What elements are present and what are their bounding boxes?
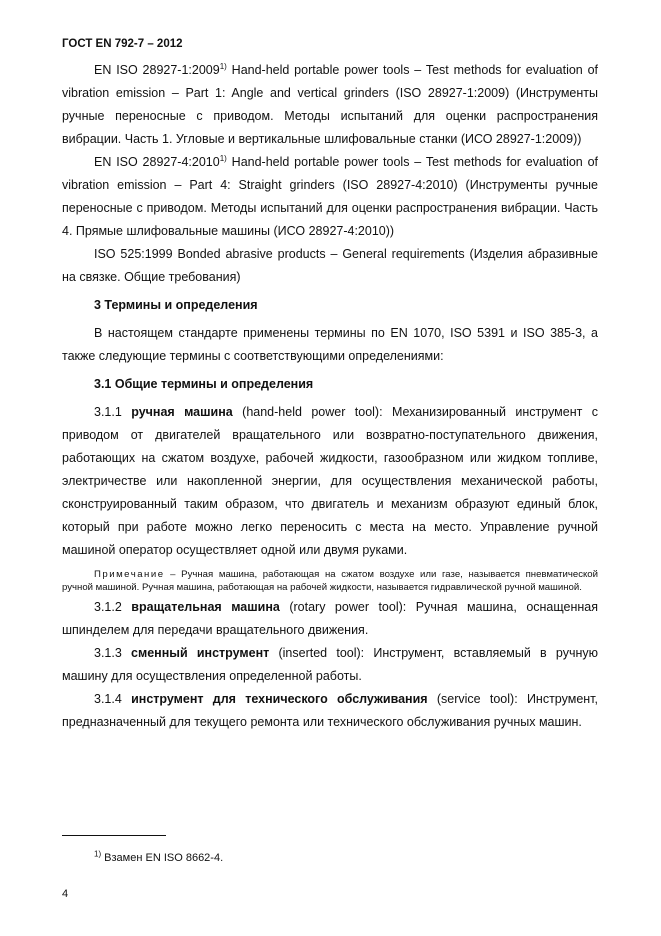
reference-code: EN ISO 28927-1:2009 [94,63,220,77]
term-definition [62,688,598,734]
section-intro: В настоящем стандарте применены термины по EN 1070, ISO 5391 и ISO 385-3, а также следующие термины с соответствующими определениями: [62,326,598,363]
reference-entry [62,151,598,243]
reference-code: ISO 525:1999 [94,247,173,261]
note-text: – Ручная машина, работающая на сжатом воздухе или газе, называется пневматической ручной машиной. Ручная машина, работающая на рабочей жидкости, называется гидравлической ручной машиной. [62,569,598,593]
reference-text: Bonded abrasive products – General requirements (Изделия абразивные на связке. Общие требования) [62,247,598,284]
term-name: вращательная машина [131,600,280,614]
term-number: 3.1.2 [94,600,132,614]
term-text: (service tool): Инструмент, предназначенный для текущего ремонта или технического обслуживания ручных машин. [62,692,598,729]
term-definition [62,596,598,642]
footnote-text: Взамен EN ISO 8662-4. [101,852,224,864]
term-number: 3.1.1 [94,405,132,419]
term-name: сменный инструмент [131,646,270,660]
standard-header: ГОСТ EN 792-7 – 2012 [62,38,183,50]
reference-entry [62,59,598,151]
reference-text: Hand-held portable power tools – Test methods for evaluation of vibration emission – Part 1: Angle and vertical grinders (ISO 28927-1:2009) (Инструменты ручные переносные с приводом. Методы испытаний для оценки распространения вибрации. Часть 1. Угловые и вертикальные шлифовальные станки (ИСО 28927-1:2009)) [62,63,599,146]
term-definition [62,401,598,562]
footnote-mark: 1) [94,849,102,859]
note [62,568,598,594]
page-body [62,59,598,734]
footnote-separator [62,835,166,836]
footnote-mark: 1) [219,153,227,163]
note-label: Примечание [94,569,165,580]
section-title: 3 Термины и определения [94,298,258,312]
term-text: (inserted tool): Инструмент, вставляемый в ручную машину для осуществления определенной работы. [62,646,598,683]
term-text: (rotary power tool): Ручная машина, оснащенная шпинделем для передачи вращательного движения. [62,600,598,637]
term-text: (hand-held power tool): Механизированный инструмент с приводом от двигателей вращательного или возвратно-поступательного движения, работающих на сжатом воздухе, рабочей жидкости, газообразном или жидком топливе, электричестве или накопленной энергии, для осуществления механической работы, сконструированный таким образом, что двигатель и механизм образуют единый блок, который при работе можно легко переносить с места на место. Управление ручной машиной оператор осуществляет одной или двумя руками. [62,405,599,557]
footnote-mark: 1) [219,61,227,71]
term-name: инструмент для технического обслуживания [131,692,428,706]
reference-code: EN ISO 28927-4:2010 [94,155,220,169]
term-name: ручная машина [131,405,233,419]
subsection-title: 3.1 Общие термины и определения [94,377,314,391]
reference-text: Hand-held portable power tools – Test methods for evaluation of vibration emission – Part 4: Straight grinders (ISO 28927-4:2010) (Инструменты ручные переносные с приводом. Методы испытаний для оценки распространения вибрации. Часть 4. Прямые шлифовальные машины (ИСО 28927-4:2010)) [62,155,599,238]
reference-entry [62,243,598,289]
term-number: 3.1.4 [94,692,132,706]
page-number: 4 [62,888,69,900]
term-number: 3.1.3 [94,646,132,660]
term-definition [62,642,598,688]
footnote [94,849,224,864]
